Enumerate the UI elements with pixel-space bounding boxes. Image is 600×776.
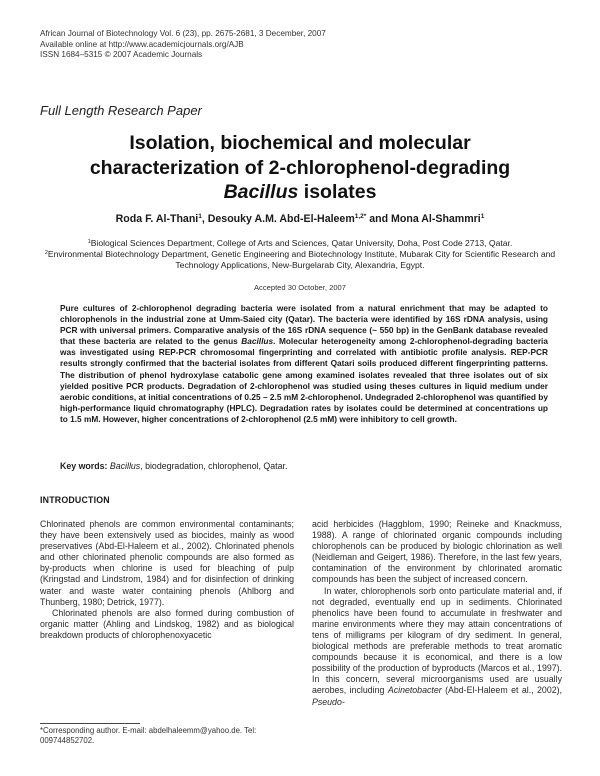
paragraph-text: (Abd-El-Haleem et al., 2002), [441,685,562,696]
author-separator: , [201,213,208,225]
keywords-label: Key words: [60,461,108,471]
title-line-3 [40,180,560,205]
author-3: Mona Al-Shammri [391,213,481,225]
accepted-date: Accepted 30 October, 2007 [253,283,347,292]
paper-type: Full Length Research Paper [40,103,202,118]
author-separator: and [366,213,392,225]
paragraph: Chlorinated phenols are common environmental contaminants; they have been extensively used as biocides, mainly as wood preservatives (Abd-El-Haleem et al., 2002). Chlorinated phenols and other chlorinated phenolic compounds are also formed as by-products when chlorine is used for bleaching of pulp (Kringstad and Lindstrom, 1984) and for disinfection of drinking water and waste water containing phenols (Ahlborg and Thunberg, 1980; Detrick, 1977). [40,519,294,607]
author-3-affil-mark: 1 [480,213,485,220]
paragraph: acid herbicides (Haggblom, 1990; Reineke and Knackmuss, 1988). A range of chlorinated organic compounds including chlorophenols can be produced by biologic chlorination as well (Neidleman and Geigert, 1986). Therefore, in the last few years, contamination of the environment by chlorinated aromatic compounds has been the subject of increased concern. [312,519,562,585]
genus-pseudomonas: Pseudo- [312,696,345,707]
section-heading-introduction: INTRODUCTION [40,495,110,505]
affiliations [40,238,560,272]
affiliation-2-text: Environmental Biotechnology Department, Genetic Engineering and Biotechnology Institute, Mubarak City for Scientific Research and Technology Applications, New-Burgelarab City, Alexandria, Egypt. [47,249,556,271]
author-list [40,213,560,225]
journal-header [40,29,326,61]
abstract [60,303,548,425]
paragraph: Chlorinated phenols are also formed during combustion of organic matter (Ahling and Lindskog, 1982) and as biological breakdown products of chlorophenoxyacetic [40,607,294,640]
abstract-genus: Bacillus [241,336,274,347]
title-line-3-rest: isolates [298,181,377,203]
affiliation-1 [40,238,560,249]
genus-acinetobacter: Acinetobacter [387,685,442,696]
title-line-2: characterization of 2-chlorophenol-degrading [89,156,511,179]
abstract-text-2: . Molecular heterogeneity among 2-chlorophenol-degrading bacteria was investigated using REP-PCR chromosomal fingerprinting and correlated with antibiotic profile analysis. REP-PCR results strongly confirmed that the bacterial isolates from different Qatari soils produced different fingerprinting patterns. The distribution of phenol hydroxylase catabolic gene among examined isolates revealed that three isolates out of six yielded positive PCR products. Degradation of 2-chlorophenol was studied using theses cultures in liquid medium under aerobic conditions, at initial concentrations of 0.25 – 2.5 mM 2-chlorophenol. Undegraded 2-chlorophenol was quantified by high-performance liquid chromatography (HPLC). Degradation rates by isolates could be determined at concentrations up to 1.5 mM. However, higher concentrations of 2-chlorophenol (2.5 mM) were inhibitory to cell growth. [60,336,548,424]
footnote-divider [40,723,140,724]
journal-citation: African Journal of Biotechnology Vol. 6 (23), pp. 2675-2681, 3 December, 2007 [40,29,326,38]
keywords-rest: , biodegradation, chlorophenol, Qatar. [140,461,288,471]
paragraph [312,586,562,708]
paragraph-text: In water, chlorophenols sorb onto particulate material and, if not degraded, eventually end up in sediments. Chlorinated phenolics have been found to accumulate in freshwater and marine environments where they may attain concentrations of tens of milligrams per kilogram of dry sediment. In general, biological methods are preferable methods to treat aromatic compounds because it is economical, and there is a low possibility of the production of byproducts (Marcos et al., 1997). In this concern, several microorganisms used are usually aerobes, including [312,585,562,696]
affiliation-2 [40,249,560,271]
affiliation-2-mark: 2 [44,250,48,257]
affiliation-1-text: Biological Sciences Department, College of Arts and Sciences, Qatar University, Doha, Post Code 2713, Qatar. [90,238,513,248]
paper-title [40,131,560,205]
journal-online-url: Available online at http://www.academicjournals.org/AJB [40,39,244,49]
body-column-right [312,519,562,708]
title-line-1: Isolation, biochemical and molecular [129,132,471,154]
author-1: Roda F. Al-Thani [115,213,199,225]
keyword-genus: Bacillus [109,461,141,471]
title-genus: Bacillus [223,181,299,203]
corresponding-author-footnote: *Corresponding author. E-mail: abdelhaleemm@yahoo.de. Tel: 009744852702. [40,726,257,746]
body-column-left [40,519,294,641]
author-1-affil-mark: 1 [198,213,202,220]
affiliation-1-mark: 1 [87,239,91,245]
abstract-text-1: Pure cultures of 2-chlorophenol degrading bacteria were isolated from a natural enrichment that may be adapted to chlorophenols in the industrial zone at Umm-Saied city (Qatar). The bacteria were identified by 16S rDNA analysis, using PCR with universal primers. Comparative analysis of the 16S rDNA sequence (~ 550 bp) in the GenBank database revealed that these bacteria are related to the genus [60,303,548,347]
author-2: Desouky A.M. Abd-El-Haleem [207,213,355,225]
author-2-affil-mark: 1,2* [354,213,367,220]
keywords [60,461,287,471]
journal-issn: ISSN 1684–5315 © 2007 Academic Journals [40,50,203,60]
